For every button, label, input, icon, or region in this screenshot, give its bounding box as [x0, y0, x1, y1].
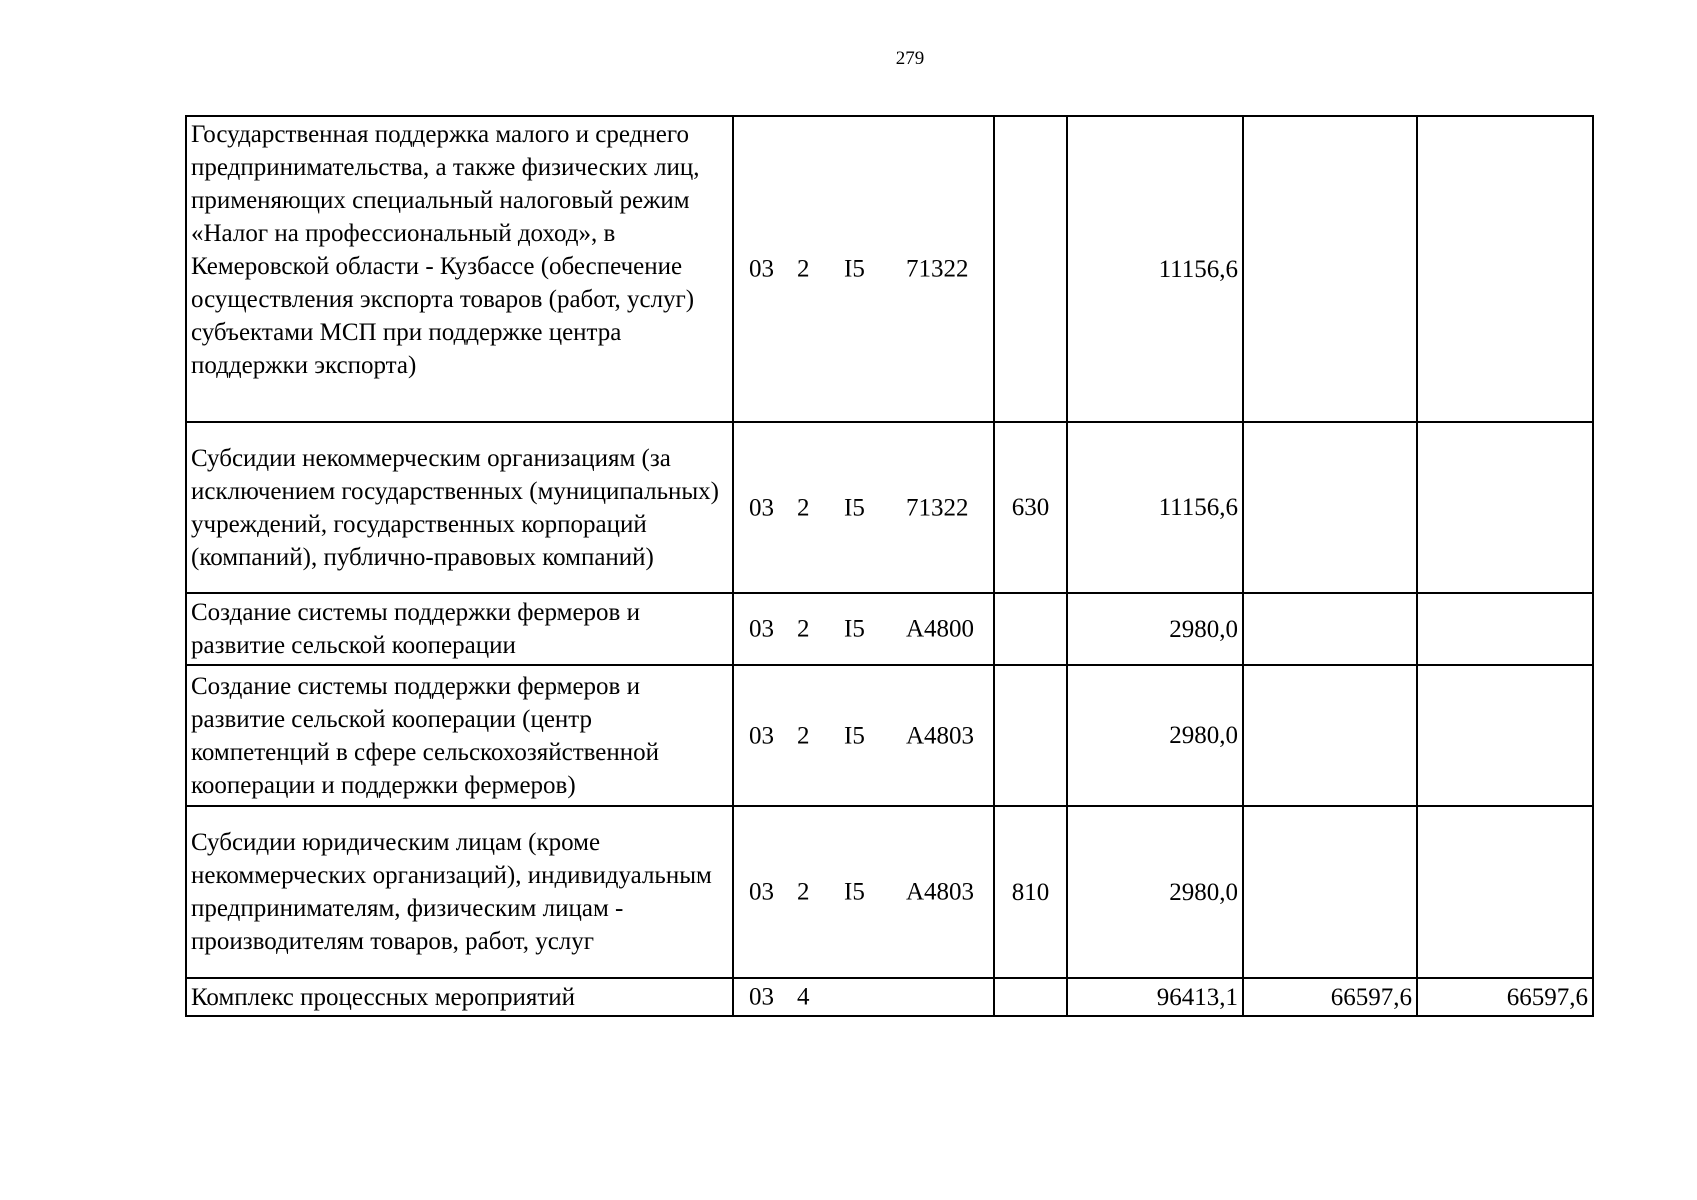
row-name-cell: [186, 593, 733, 665]
code-cell: [733, 116, 994, 422]
subprogram-code: 2: [797, 615, 810, 643]
sum-year-3: [1417, 116, 1593, 422]
code-cell: [733, 806, 994, 978]
budget-table: [185, 115, 1594, 1017]
expense-code: 71322: [906, 255, 969, 283]
row-name-cell: [186, 116, 733, 422]
code-cell: [733, 665, 994, 806]
subprogram-code: 2: [797, 255, 810, 283]
program-code: 03: [749, 255, 774, 283]
program-code: 03: [749, 983, 774, 1011]
row-name: Создание системы поддержки фермеров и развитие сельской кооперации (центр компетенций в сфере сельскохозяйственной кооперации и поддержки фермеров): [191, 672, 660, 799]
row-name: Субсидии юридическим лицам (кроме некоммерческих организаций), индивидуальным предпринимателям, физическим лицам - производителям товаров, работ, услуг: [191, 829, 712, 955]
expense-type-cell: [994, 116, 1067, 422]
sum-year-2: [1243, 593, 1417, 665]
table-row: [186, 116, 1593, 422]
sum-year-3: [1417, 593, 1593, 665]
expense-code: A4800: [906, 615, 975, 643]
project-code: I5: [844, 255, 865, 283]
expense-code: A4803: [906, 722, 975, 749]
table-row: [186, 422, 1593, 593]
table-row: [186, 806, 1593, 978]
code-cell: [733, 422, 994, 593]
row-name-cell: [186, 665, 733, 806]
project-code: I5: [844, 494, 865, 521]
program-code: 03: [749, 494, 774, 521]
code-cell: [733, 593, 994, 665]
subprogram-code: 2: [797, 722, 810, 749]
row-name: Комплекс процессных мероприятий: [191, 983, 576, 1011]
expense-type-cell: 630: [994, 422, 1067, 593]
subprogram-code: 2: [797, 878, 810, 906]
sum-year-2: [1243, 665, 1417, 806]
sum-year-3: [1417, 665, 1593, 806]
sum-year-1: 11156,6: [1067, 422, 1243, 593]
page-number: 279: [895, 48, 925, 69]
project-code: I5: [844, 615, 865, 643]
sum-year-2: [1243, 422, 1417, 593]
sum-year-1: 2980,0: [1067, 806, 1243, 978]
subprogram-code: 2: [797, 494, 810, 521]
row-name-cell: [186, 422, 733, 593]
program-code: 03: [749, 722, 774, 749]
table-row: [186, 593, 1593, 665]
sum-year-2: 66597,6: [1243, 978, 1417, 1016]
program-code: 03: [749, 878, 774, 906]
sum-year-3: 66597,6: [1417, 978, 1593, 1016]
row-name: Субсидии некоммерческим организациям (за исключением государственных (муниципальных) учреждений, государственных корпораций (компаний), публично-правовых компаний): [191, 444, 719, 571]
expense-code: A4803: [906, 878, 975, 906]
project-code: I5: [844, 878, 865, 906]
expense-type-cell: 810: [994, 806, 1067, 978]
table-row: [186, 665, 1593, 806]
row-name: Государственная поддержка малого и среднего предпринимательства, а также физических лиц, применяющих специальный налоговый режим «Налог на профессиональный доход», в Кемеровской области - Кузбассе (обеспечение осуществления экспорта товаров (работ, услуг) субъектами МСП при поддержке центра поддержки экспорта): [191, 121, 700, 379]
sum-year-3: [1417, 422, 1593, 593]
expense-type-cell: [994, 665, 1067, 806]
subprogram-code: 4: [797, 983, 810, 1011]
project-code: I5: [844, 722, 865, 749]
row-name-cell: [186, 978, 733, 1016]
sum-year-2: [1243, 116, 1417, 422]
sum-year-3: [1417, 806, 1593, 978]
expense-type-cell: [994, 978, 1067, 1016]
table-row: [186, 978, 1593, 1016]
sum-year-2: [1243, 806, 1417, 978]
row-name-cell: [186, 806, 733, 978]
row-name: Создание системы поддержки фермеров и развитие сельской кооперации: [191, 599, 640, 659]
sum-year-1: 2980,0: [1067, 665, 1243, 806]
sum-year-1: 96413,1: [1067, 978, 1243, 1016]
sum-year-1: 11156,6: [1067, 116, 1243, 422]
code-cell: [733, 978, 994, 1016]
expense-type-cell: [994, 593, 1067, 665]
expense-code: 71322: [906, 494, 969, 521]
sum-year-1: 2980,0: [1067, 593, 1243, 665]
program-code: 03: [749, 615, 774, 643]
